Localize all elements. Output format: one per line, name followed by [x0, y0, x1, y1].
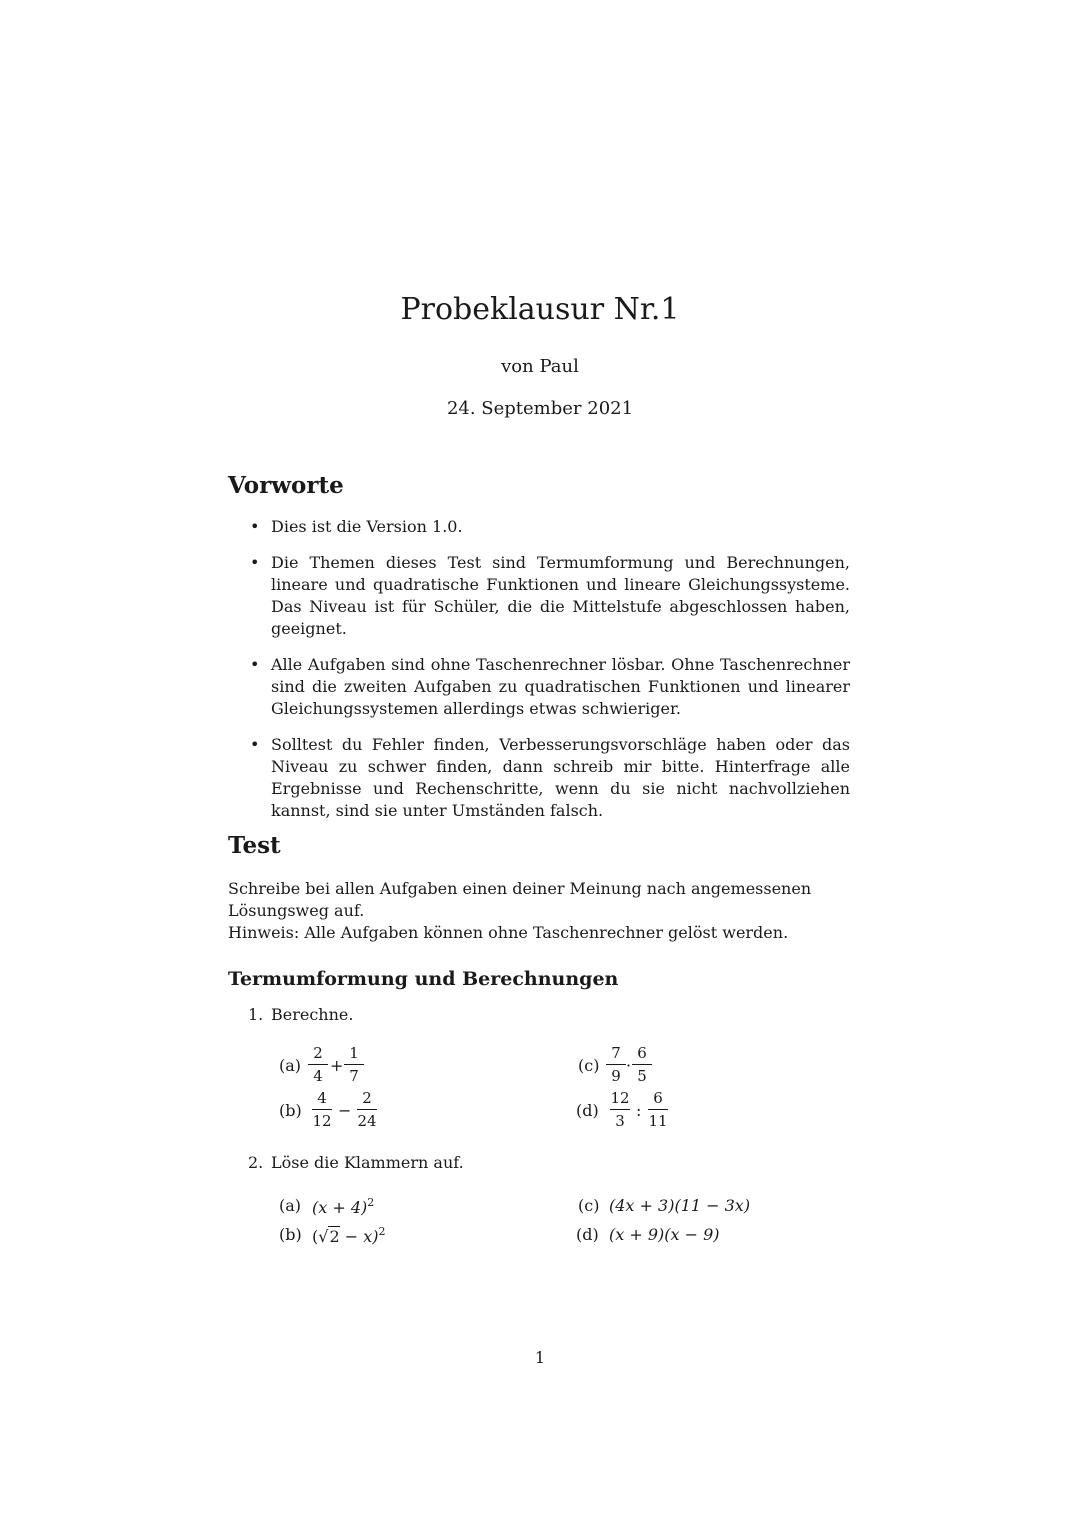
fraction: [629, 1044, 655, 1085]
denominator: 5: [637, 1067, 647, 1085]
heading-vorworte: Vorworte: [228, 472, 344, 499]
expression-suffix: − x): [339, 1227, 379, 1246]
test-hint: Hinweis: Alle Aufgaben können ohne Taschenrechner gelöst werden.: [228, 923, 789, 942]
expression-prefix: (√: [312, 1227, 329, 1246]
denominator: 24: [357, 1112, 377, 1130]
list-item: • Alle Aufgaben sind ohne Taschenrechner lösbar. Ohne Taschenrechner sind die zweiten Aufgaben zu quadratischen Funktionen und linearer Gleichungssystemen allerdings etwas schwieriger.: [228, 654, 850, 720]
numerator: 6: [653, 1089, 663, 1107]
exponent: 2: [378, 1225, 386, 1238]
numerator: 2: [362, 1089, 372, 1107]
list-item: • Solltest du Fehler finden, Verbesserungsvorschläge haben oder das Niveau zu schwer finden, dann schreib mir bitte. Hinterfrage alle Ergebnisse und Rechenschritte, wenn du sie nicht nachvollziehen kannst, sind sie unter Umständen falsch.: [228, 734, 850, 822]
numerator: 4: [317, 1089, 327, 1107]
item-label: (c): [578, 1056, 600, 1075]
page-number: 1: [534, 1348, 546, 1367]
task-prompt: Löse die Klammern auf.: [271, 1153, 464, 1172]
task-prompt: Berechne.: [271, 1005, 354, 1024]
list-item: • Die Themen dieses Test sind Termumformung und Berechnungen, lineare und quadratische Funktionen und lineare Gleichungssysteme. Das Niveau ist für Schüler, die die Mittelstufe abgeschlossen haben, geeignet.: [228, 552, 850, 640]
numerator: 2: [313, 1044, 323, 1062]
expression: [312, 1196, 374, 1217]
heading-termumformung: Termumformung und Berechnungen: [228, 968, 619, 990]
numerator: 12: [610, 1089, 630, 1107]
numerator: 1: [349, 1044, 359, 1062]
expression: [312, 1225, 385, 1246]
vorworte-list: [228, 516, 850, 836]
operator: ·: [626, 1056, 632, 1075]
item-label: (c): [578, 1196, 600, 1215]
task-number: 2.: [248, 1153, 264, 1172]
denominator: 7: [349, 1067, 359, 1085]
expression-text: (x + 4): [312, 1198, 368, 1217]
denominator: 9: [611, 1067, 621, 1085]
operator: :: [636, 1101, 642, 1120]
fraction: [607, 1089, 633, 1130]
item-label: (a): [279, 1196, 302, 1215]
date: 24. September 2021: [446, 398, 634, 419]
expression: (x + 9)(x − 9): [609, 1225, 720, 1244]
list-item: • Dies ist die Version 1.0.: [228, 516, 850, 538]
fraction: [645, 1089, 671, 1130]
denominator: 12: [312, 1112, 332, 1130]
operator: −: [338, 1101, 352, 1120]
item-label: (b): [279, 1101, 302, 1120]
denominator: 4: [313, 1067, 323, 1085]
item-label: (b): [279, 1225, 302, 1244]
numerator: 6: [637, 1044, 647, 1062]
page-title: Probeklausur Nr.1: [400, 292, 680, 327]
denominator: 3: [615, 1112, 625, 1130]
item-label: (a): [279, 1056, 302, 1075]
heading-test: Test: [228, 832, 281, 859]
radicand: 2: [329, 1227, 340, 1246]
denominator: 11: [648, 1112, 668, 1130]
expression: (4x + 3)(11 − 3x): [609, 1196, 751, 1215]
task-number: 1.: [248, 1005, 264, 1024]
author: von Paul: [501, 356, 579, 377]
test-intro: Schreibe bei allen Aufgaben einen deiner Meinung nach angemessenen Lösungsweg auf.: [228, 879, 812, 920]
numerator: 7: [611, 1044, 621, 1062]
item-label: (d): [576, 1225, 599, 1244]
item-label: (d): [576, 1101, 599, 1120]
fraction: [309, 1089, 335, 1130]
fraction: [341, 1044, 367, 1085]
fraction: [354, 1089, 380, 1130]
exponent: 2: [367, 1196, 375, 1209]
operator: +: [330, 1056, 344, 1075]
fraction: [305, 1044, 331, 1085]
